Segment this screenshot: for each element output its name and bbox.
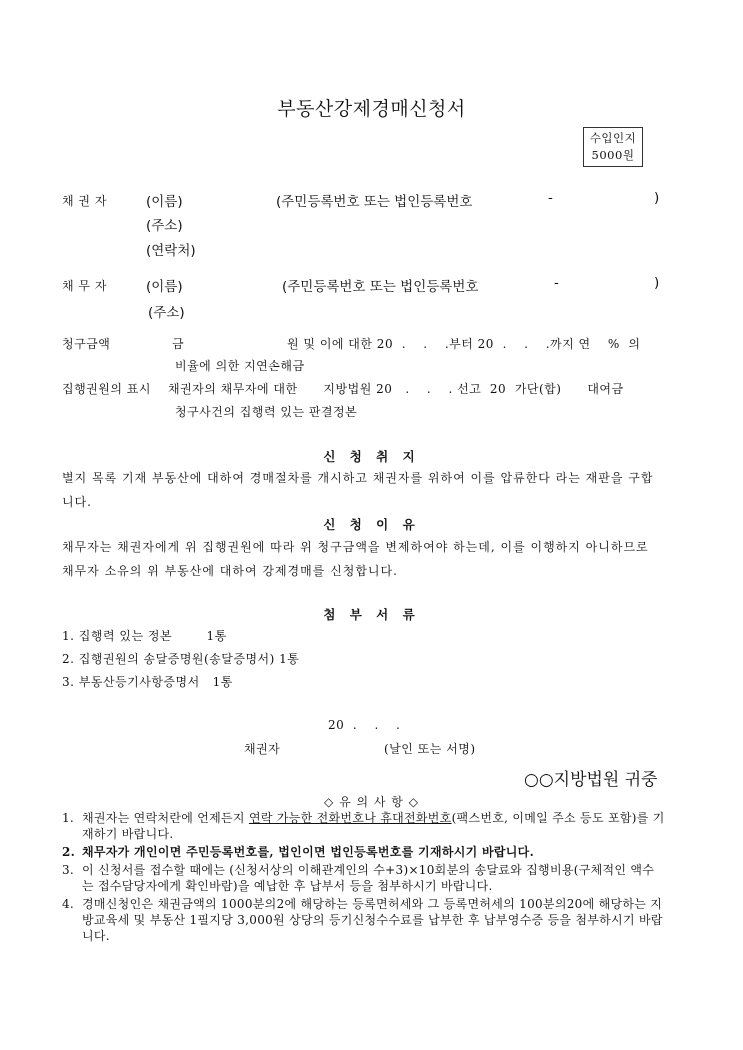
debtor-id-close: ): [654, 275, 660, 291]
creditor-id-close: ): [654, 190, 660, 206]
debtor-label: 채 무 자: [62, 279, 107, 293]
creditor-contact-label: (연락처): [146, 243, 196, 259]
creditor-id-label: (주민등록번호 또는 법인등록번호: [276, 194, 473, 210]
note-text: 채권자는 연락처란에 언제든지: [82, 811, 249, 825]
note-underlined-text: 연락 가능한 전화번호나 휴대전화번호: [248, 811, 452, 825]
notes-heading: ◇ 유 의 사 항 ◇: [324, 795, 419, 809]
reason-heading: 신 청 이 유: [323, 517, 420, 532]
debtor-name-label: (이름): [146, 279, 183, 295]
creditor-name-label: (이름): [146, 194, 183, 210]
claim-line-1: 원 및 이에 대한 20 . . .부터 20 . . .까지 연 % 의: [287, 337, 641, 351]
note-number: 1.: [62, 811, 75, 825]
note-item: [62, 844, 666, 860]
creditor-label: 채 권 자: [62, 194, 107, 208]
stamp-line-2: 5000원: [591, 148, 635, 162]
debtor-id-label: (주민등록번호 또는 법인등록번호: [282, 279, 479, 295]
stamp-line-1: 수입인지: [589, 131, 637, 145]
signature-mark: (날인 또는 서명): [384, 742, 476, 756]
claim-label: 청구금액: [62, 337, 111, 351]
note-number: 2.: [62, 845, 76, 859]
attachment-item: 3. 부동산등기사항증명서 1통: [62, 675, 233, 689]
revenue-stamp-box: [583, 127, 643, 167]
signature-label: 채권자: [244, 742, 281, 756]
debtor-address-label: (주소): [148, 305, 185, 321]
claim-amount-prefix: 금: [172, 337, 185, 351]
note-item: [62, 862, 666, 894]
execution-title-label: 집행권원의 표시: [62, 382, 151, 396]
claim-line-2: 비율에 의한 지연손해금: [175, 359, 305, 373]
purpose-heading: 신 청 취 지: [323, 449, 420, 464]
note-number: 3.: [62, 863, 75, 877]
execution-title-line-2: 청구사건의 집행력 있는 판결정본: [175, 405, 358, 419]
creditor-id-dash: -: [548, 190, 553, 206]
note-text: 경매신청인은 채권금액의 1000분의2에 해당하는 등록면허세와 그 등록면허세의 100분의20에 해당하는 지방교육세 및 부동산 1필지당 3,000원 상당의 등기신청수수료를 납부한 후 납부영수증 등을 첨부하시기 바랍니다.: [82, 897, 663, 943]
attachment-item: 1. 집행력 있는 정본 1통: [62, 629, 227, 643]
note-item: [62, 810, 666, 842]
note-text: (팩스번호, 이메일 주소 등도 포함)를 기재하기 바랍니다.: [82, 811, 665, 841]
page-title: 부동산강제경매신청서: [277, 98, 466, 120]
date-line: 20 . . .: [328, 718, 401, 732]
execution-title-line-1: 채권자의 채무자에 대한 지방법원 20 . . . 선고 20 가단(합) 대여금: [168, 382, 624, 396]
attachments-heading: 첨 부 서 류: [323, 607, 420, 622]
creditor-address-label: (주소): [146, 218, 183, 234]
purpose-text: 별지 목록 기재 부동산에 대하여 경매절차를 개시하고 채권자를 위하여 이를 압류한다 라는 재판을 구합니다.: [62, 471, 654, 509]
court-addressee: ○○지방법원 귀중: [524, 770, 658, 790]
note-text: 이 신청서를 접수할 때에는 (신청서상의 이해관계인의 수+3)×10회분의 송달료와 집행비용(구체적인 액수는 접수담당자에게 확인바람)을 예납한 후 납부서 등을 첨부하시기 바랍니다.: [82, 863, 655, 893]
notes-list: [62, 810, 666, 946]
note-number: 4.: [62, 897, 75, 911]
debtor-id-dash: -: [554, 275, 559, 291]
note-item: [62, 896, 666, 944]
attachment-item: 2. 집행권원의 송달증명원(송달증명서) 1통: [62, 652, 300, 666]
reason-text: 채무자는 채권자에게 위 집행권원에 따라 위 청구금액을 변제하여야 하는데, 이를 이행하지 아니하므로 채무자 소유의 위 부동산에 대하여 강제경매를 신청합니다.: [62, 540, 649, 578]
note-text: 채무자가 개인이면 주민등록번호를, 법인이면 법인등록번호를 기재하시기 바랍니다.: [82, 845, 535, 859]
